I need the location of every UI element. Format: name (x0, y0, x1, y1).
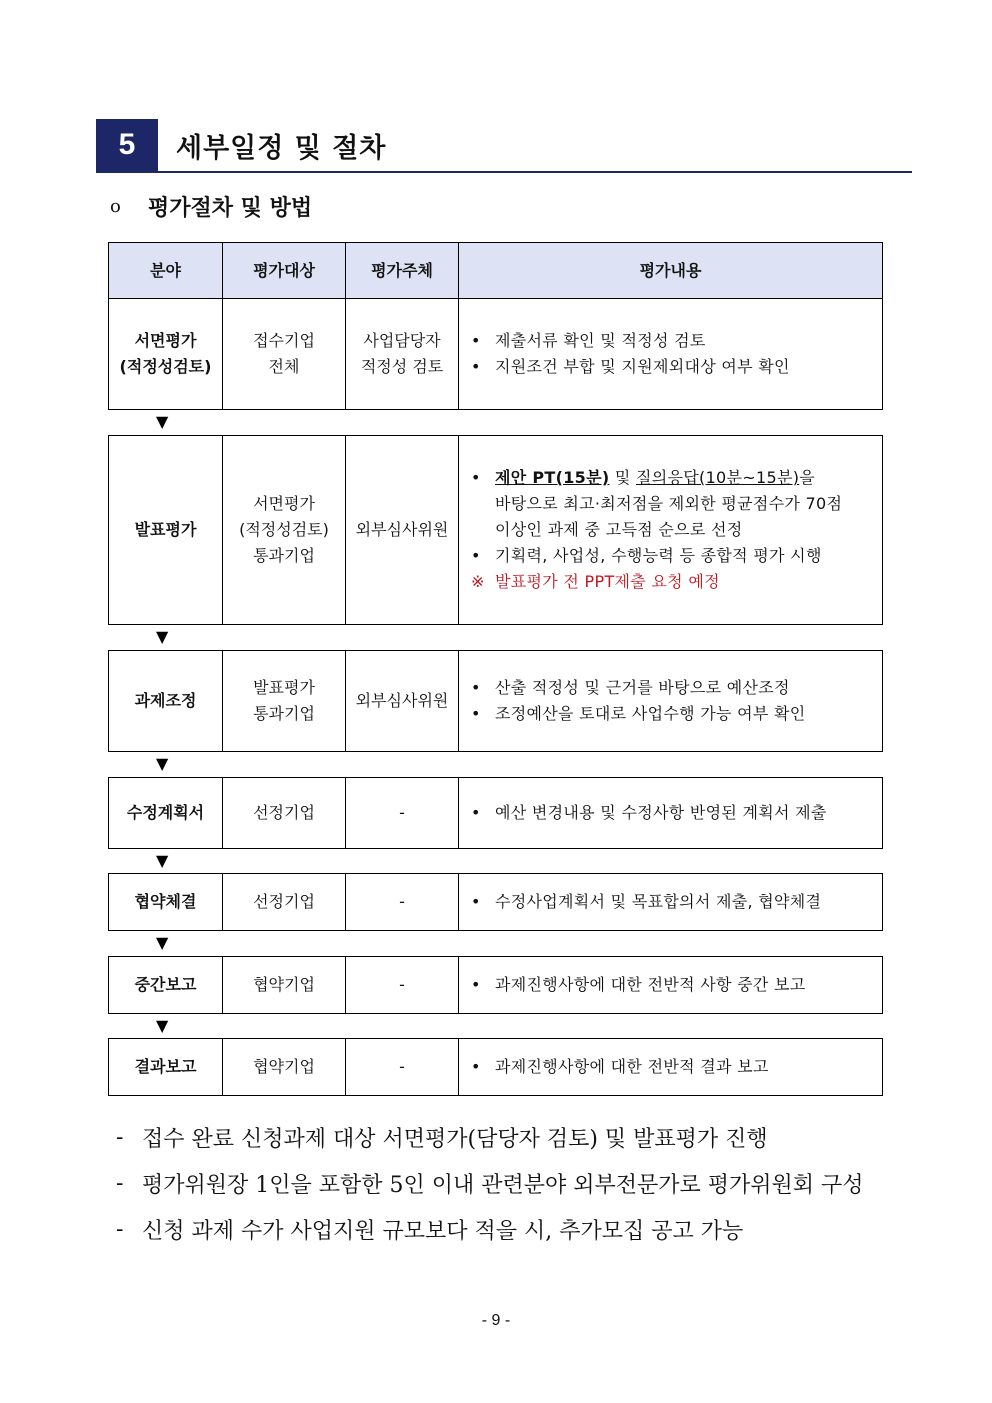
notes-list (116, 1114, 864, 1252)
flow-arrow-icon: ▼ (156, 1016, 169, 1035)
row-target: 서면평가 (적정성검토) 통과기업 (223, 436, 346, 624)
table-header-row (108, 242, 883, 299)
row-target: 발표평가 통과기업 (223, 651, 346, 751)
row-target: 협약기업 (223, 957, 346, 1013)
flow-arrow-icon: ▼ (156, 627, 169, 646)
row-target: 접수기업 전체 (223, 299, 346, 409)
table-row (108, 956, 883, 1014)
section-header (96, 119, 912, 173)
row-subject: - (346, 1039, 459, 1095)
table-row (108, 298, 883, 410)
page-number: - 9 - (481, 1312, 511, 1329)
flow-arrow-icon: ▼ (156, 933, 169, 952)
row-field: 서면평가 (적정성검토) (109, 299, 223, 409)
row-target: 선정기업 (223, 874, 346, 930)
flow-arrow-icon: ▼ (156, 754, 169, 773)
section-title: 세부일정 및 절차 (176, 132, 387, 164)
table-row (108, 650, 883, 752)
flow-arrow-icon: ▼ (156, 851, 169, 870)
table-row (108, 873, 883, 931)
header-target: 평가대상 (223, 243, 346, 298)
row-subject: - (346, 874, 459, 930)
row-content: • 수정사업계획서 및 목표합의서 제출, 협약체결 (471, 892, 822, 911)
header-subject: 평가주체 (346, 243, 459, 298)
note-item: - 평가위원장 1인을 포함한 5인 이내 관련분야 외부전문가로 평가위원회 구성 (116, 1170, 864, 1198)
note-item: - 신청 과제 수가 사업지원 규모보다 적을 시, 추가모집 공고 가능 (116, 1216, 744, 1244)
subheading (110, 188, 312, 224)
row-subject: 외부심사위원 (346, 651, 459, 751)
row-field: 협약체결 (109, 874, 223, 930)
row-subject: 사업담당자 적정성 검토 (346, 299, 459, 409)
table-row (108, 777, 883, 849)
flow-arrow-icon: ▼ (156, 412, 169, 431)
row-content: • 과제진행사항에 대한 전반적 결과 보고 (471, 1057, 769, 1076)
row-field: 과제조정 (109, 651, 223, 751)
row-target: 협약기업 (223, 1039, 346, 1095)
row-field: 발표평가 (109, 436, 223, 624)
row-content: • 과제진행사항에 대한 전반적 사항 중간 보고 (471, 975, 806, 994)
row-subject: 외부심사위원 (346, 436, 459, 624)
row-content: • 제안 PT(15분) 및 질의응답(10분~15분)을 바탕으로 최고·최저점을 제외한 평균점수가 70점 이상인 과제 중 고득점 순으로 선정 • 기획력, 사업성, 수행능력 등 종합적 평가 시행 ※ 발표평가 전 PPT제출 요청 예정 (459, 436, 882, 624)
row-subject: - (346, 957, 459, 1013)
row-content: • 산출 적정성 및 근거를 바탕으로 예산조정 • 조정예산을 토대로 사업수행 가능 여부 확인 (471, 678, 806, 723)
note-item: - 접수 완료 신청과제 대상 서면평가(담당자 검토) 및 발표평가 진행 (116, 1124, 768, 1152)
row-content: • 예산 변경내용 및 수정사항 반영된 계획서 제출 (471, 803, 827, 822)
table-row (108, 1038, 883, 1096)
table-row (108, 435, 883, 625)
row-content: • 제출서류 확인 및 적정성 검토 • 지원조건 부합 및 지원제외대상 여부 확인 (471, 331, 790, 376)
header-field: 분야 (109, 243, 223, 298)
row-target: 선정기업 (223, 778, 346, 848)
row-field: 중간보고 (109, 957, 223, 1013)
row-field: 결과보고 (109, 1039, 223, 1095)
notice-line: ※ 발표평가 전 PPT제출 요청 예정 (471, 572, 720, 591)
header-content: 평가내용 (639, 260, 702, 280)
subheading-text: 평가절차 및 방법 (148, 194, 313, 221)
row-subject: - (346, 778, 459, 848)
row-field: 수정계획서 (109, 778, 223, 848)
circle-bullet-icon: o (110, 195, 121, 217)
section-number: 5 (96, 119, 158, 171)
